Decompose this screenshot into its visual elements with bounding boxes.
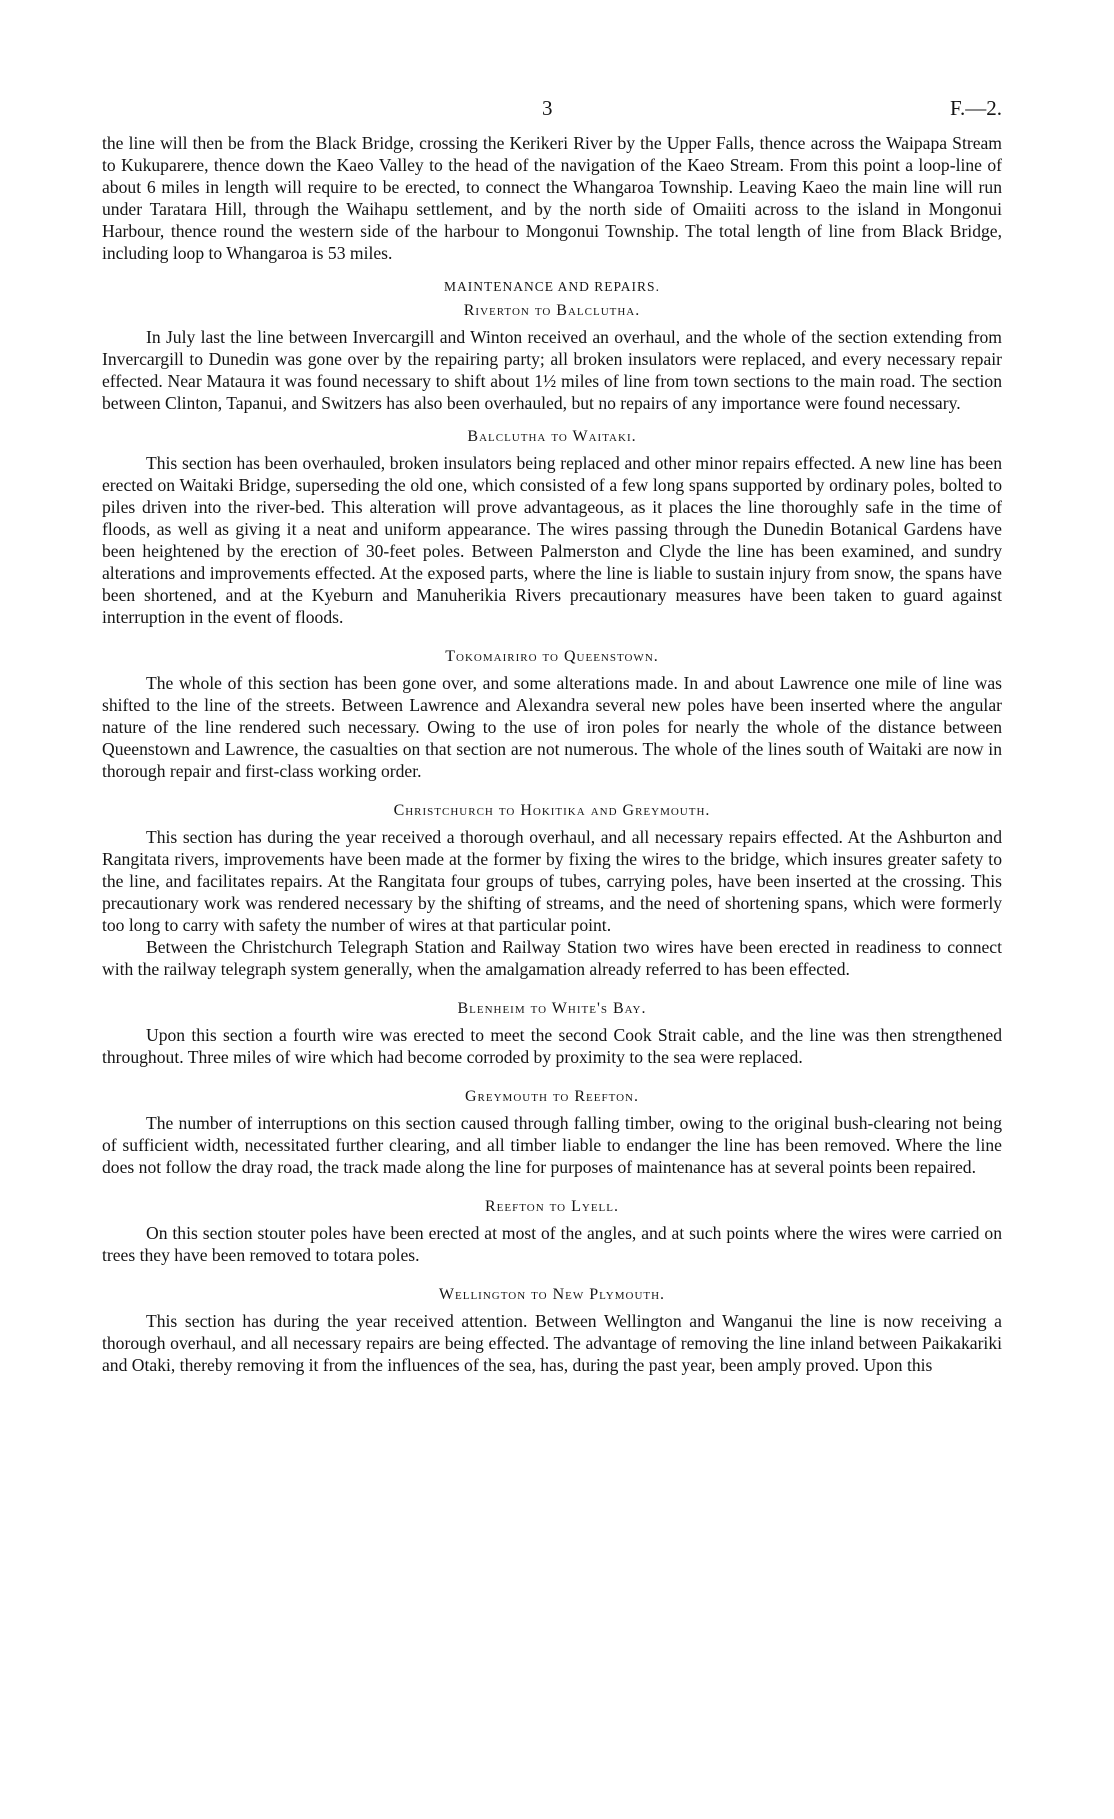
paragraph: Upon this section a fourth wire was erected to meet the second Cook Strait cable, and the line was then strengthened throughout. Three miles of wire which had become corroded by proximity to the sea were replaced. <box>102 1025 1002 1067</box>
running-header <box>102 96 1002 132</box>
section-heading-balclutha-waitaki: Balclutha to Waitaki. <box>467 428 637 445</box>
main-heading: MAINTENANCE AND REPAIRS. <box>444 279 660 294</box>
paragraph: Between the Christchurch Telegraph Station and Railway Station two wires have been erected in readiness to connect with the railway telegraph system generally, when the amalgamation already referred to has been effected. <box>102 937 1002 979</box>
paragraph: This section has during the year received a thorough overhaul, and all necessary repairs effected. At the Ashburton and Rangitata rivers, improvements have been made at the former by fixing the wires to the bridge, which insures greater safety to the line, and facilitates repairs. At the Rangitata four groups of tubes, carrying poles, have been inserted at the crossing. This precautionary work was rendered necessary by the shifting of streams, and the need of shortening spans, which were formerly too long to carry with safety the number of wires at that particular point. <box>102 827 1002 935</box>
page-number: 3 <box>542 96 553 120</box>
paragraph: The number of interruptions on this section caused through falling timber, owing to the original bush-clearing not being of sufficient width, necessitated further clearing, and all timber liable to endanger the line has been removed. Where the line does not follow the dray road, the track made along the line for purposes of maintenance has at several points been repaired. <box>102 1113 1002 1177</box>
section-heading-blenheim-whites-bay: Blenheim to White's Bay. <box>457 1000 647 1017</box>
section-heading-greymouth-reefton: Greymouth to Reefton. <box>465 1088 639 1105</box>
section-heading-reefton-lyell: Reefton to Lyell. <box>485 1198 619 1215</box>
intro-paragraph: the line will then be from the Black Bridge, crossing the Kerikeri River by the Upper Falls, thence across the Waipapa Stream to Kukuparere, thence down the Kaeo Valley to the head of the navigation of the Kaeo Stream. From this point a loop-line of about 6 miles in length will require to be erected, to connect the Whangaroa Township. Leaving Kaeo the main line will run under Taratara Hill, through the Waihapu settlement, and by the north side of Omaiiti across to the island in Mongonui Harbour, thence round the western side of the harbour to Mongonui Township. The total length of line from Black Bridge, including loop to Whangaroa is 53 miles. <box>102 133 1002 263</box>
section-heading-wellington-new-plymouth: Wellington to New Plymouth. <box>438 1286 666 1303</box>
paragraph: The whole of this section has been gone over, and some alterations made. In and about Lawrence one mile of line was shifted to the line of the streets. Between Lawrence and Alexandra several new poles have been inserted where the angular nature of the line rendered such necessary. Owing to the use of iron poles for nearly the whole of the distance between Queenstown and Lawrence, the casualties on that section are not numerous. The whole of the lines south of Waitaki are now in thorough repair and first-class working order. <box>102 673 1002 781</box>
paragraph: This section has during the year received attention. Between Wellington and Wanganui the line is now receiving a thorough overhaul, and all necessary repairs are being effected. The advantage of removing the line inland between Paikakariki and Otaki, thereby removing it from the influences of the sea, has, during the past year, been amply proved. Upon this <box>102 1311 1002 1375</box>
section-heading-tokomairiro-queenstown: Tokomairiro to Queenstown. <box>445 648 659 665</box>
paragraph: On this section stouter poles have been erected at most of the angles, and at such points where the wires were carried on trees they have been removed to totara poles. <box>102 1223 1002 1265</box>
document-reference: F.—2. <box>950 96 1002 120</box>
document-page <box>102 96 1002 1376</box>
document-body <box>102 132 1002 1376</box>
paragraph: In July last the line between Invercargill and Winton received an overhaul, and the whole of the section extending from Invercargill to Dunedin was gone over by the repairing party; all broken insulators were replaced, and every necessary repair effected. Near Mataura it was found necessary to shift about 1½ miles of line from town sections to the main road. The section between Clinton, Tapanui, and Switzers has also been overhauled, but no repairs of any importance were found necessary. <box>102 327 1002 413</box>
section-heading-riverton-balclutha: Riverton to Balclutha. <box>463 302 641 319</box>
section-heading-christchurch-hokitika: Christchurch to Hokitika and Greymouth. <box>393 802 711 819</box>
paragraph: This section has been overhauled, broken insulators being replaced and other minor repairs effected. A new line has been erected on Waitaki Bridge, superseding the old one, which consisted of a few long spans supported by ordinary poles, bolted to piles driven into the river-bed. This alteration will prove advantageous, as it places the line thoroughly safe in the time of floods, as well as giving it a neat and uniform appearance. The wires passing through the Dunedin Botanical Gardens have been heightened by the erection of 30-feet poles. Between Palmerston and Clyde the line has been examined, and sundry alterations and improvements effected. At the exposed parts, where the line is liable to sustain injury from snow, the spans have been shortened, and at the Kyeburn and Manuherikia Rivers precautionary measures have been taken to guard against interruption in the event of floods. <box>102 453 1002 627</box>
